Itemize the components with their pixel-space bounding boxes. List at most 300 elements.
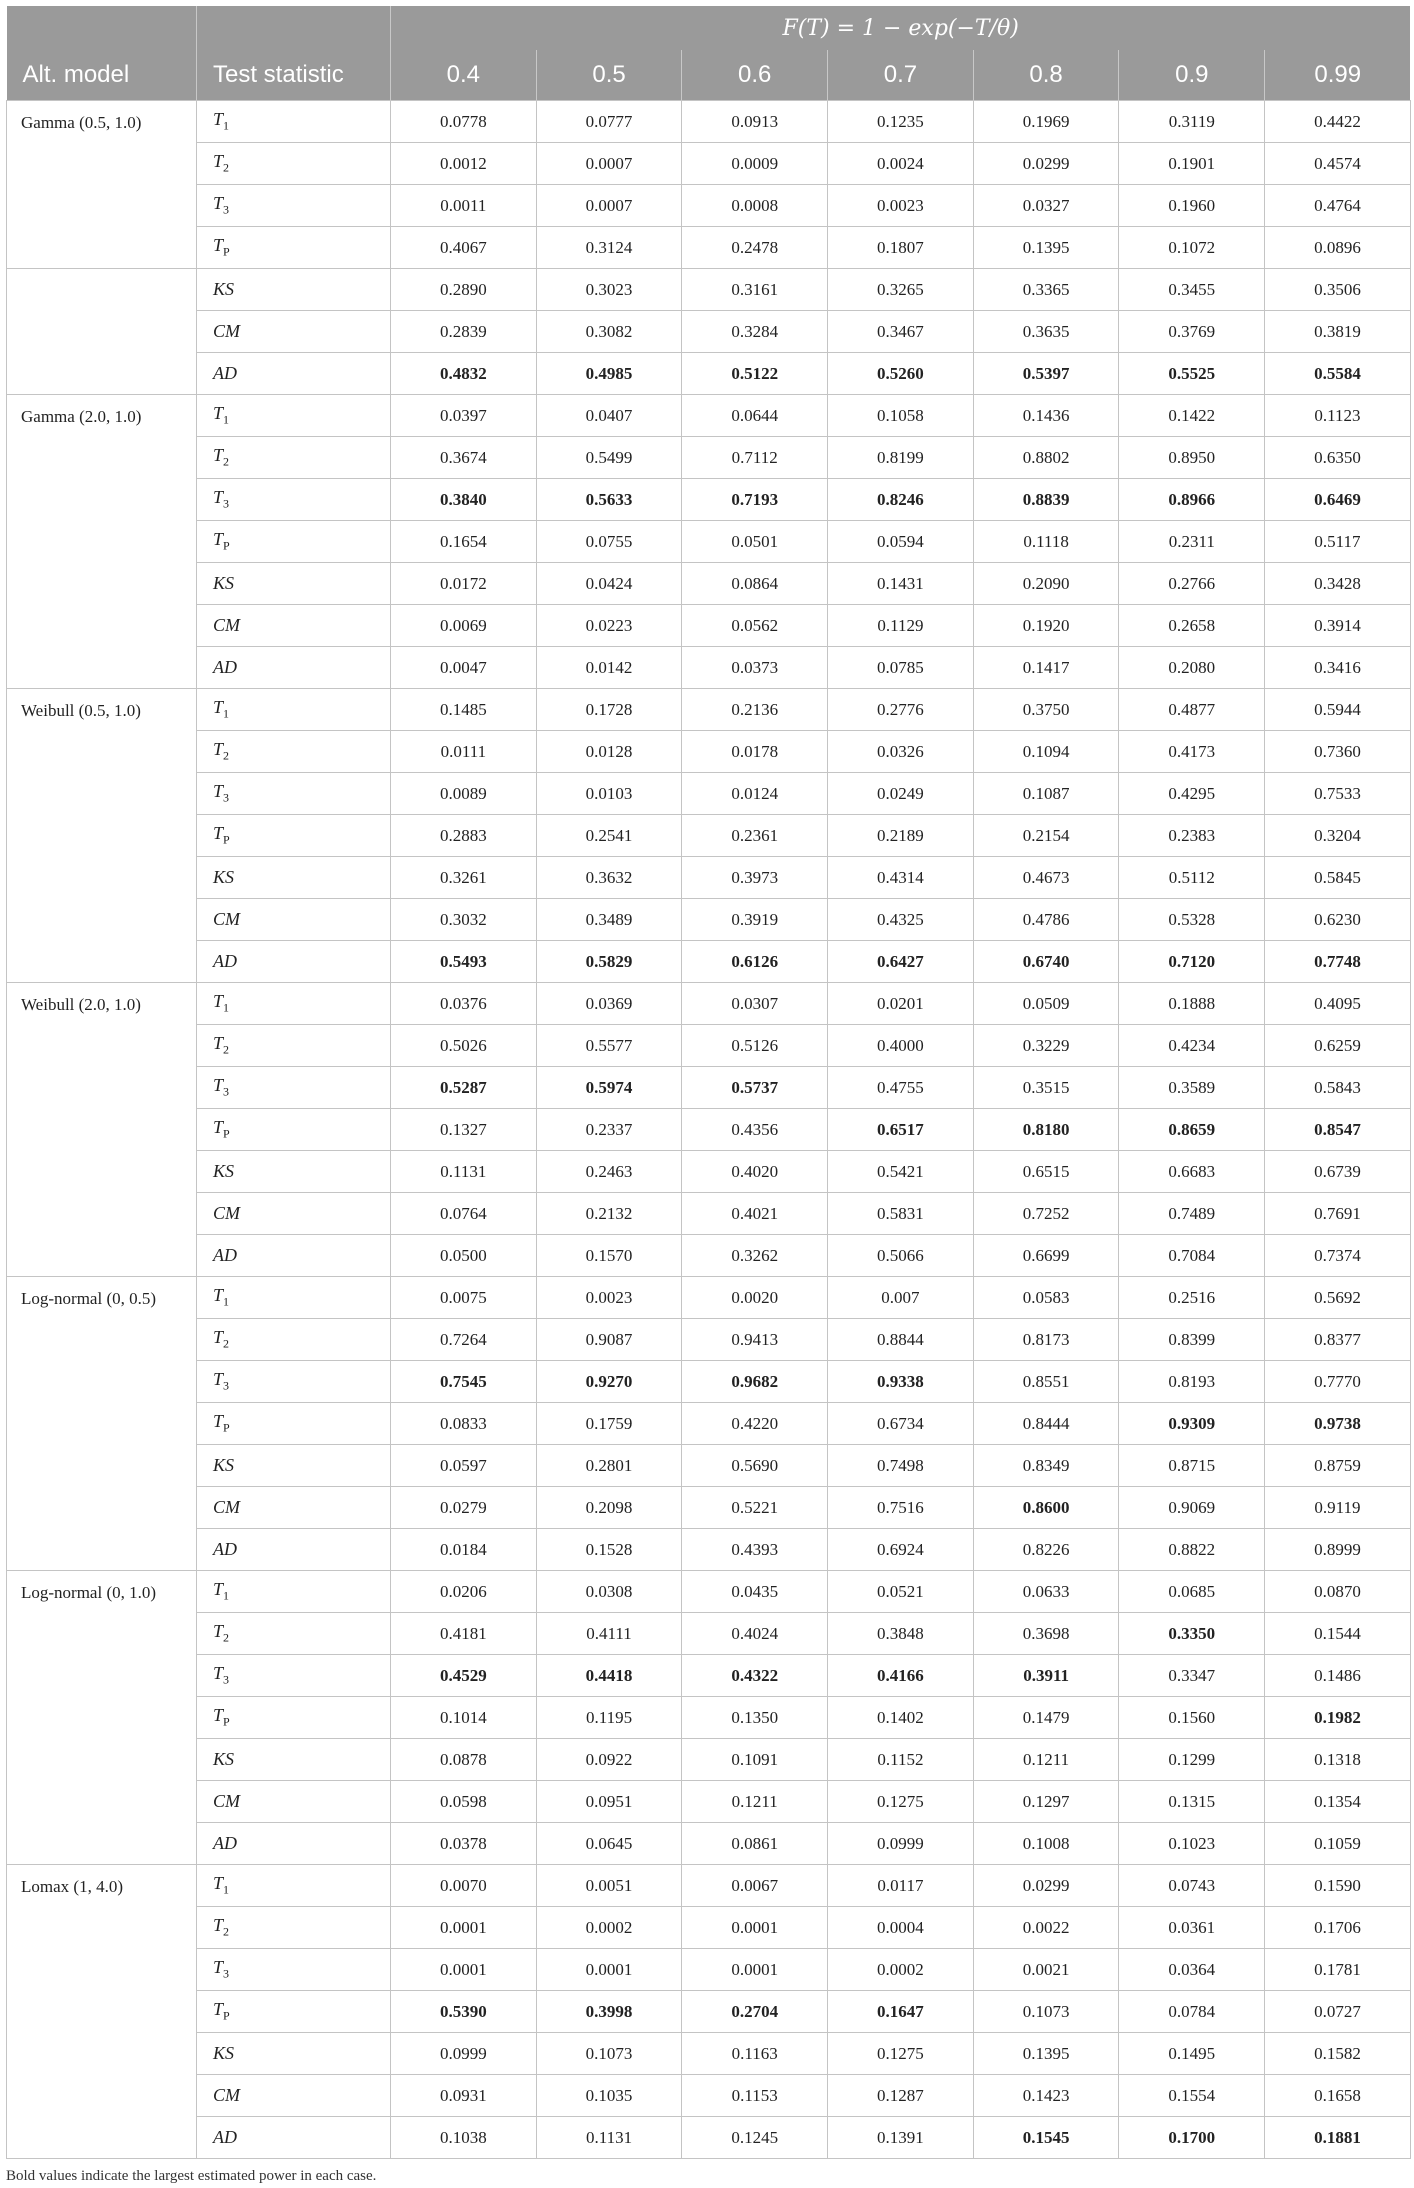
power-value-cell: 0.0001 <box>682 1949 828 1991</box>
power-value-cell: 0.5390 <box>391 1991 537 2033</box>
power-value-cell: 0.1118 <box>973 521 1119 563</box>
power-value-cell: 0.0594 <box>828 521 974 563</box>
power-value-cell: 0.5493 <box>391 941 537 983</box>
test-statistic-cell <box>197 395 391 437</box>
power-value-cell: 0.6699 <box>973 1235 1119 1277</box>
power-value-cell: 0.2478 <box>682 227 828 269</box>
power-value-cell: 0.8822 <box>1119 1529 1265 1571</box>
power-value-cell: 0.0777 <box>536 101 682 143</box>
power-value-cell: 0.7691 <box>1265 1193 1411 1235</box>
statistic-symbol: T <box>213 1705 224 1726</box>
power-value-cell: 0.0598 <box>391 1781 537 1823</box>
power-value-cell: 0.3265 <box>828 269 974 311</box>
power-value-cell: 0.5126 <box>682 1025 828 1067</box>
test-statistic-cell <box>197 269 391 311</box>
table-row <box>7 1907 1411 1949</box>
table-row <box>7 563 1411 605</box>
test-statistic-cell <box>197 1949 391 1991</box>
statistic-subscript: 3 <box>223 790 230 805</box>
power-value-cell: 0.4325 <box>828 899 974 941</box>
statistic-symbol: AD <box>213 1245 237 1265</box>
power-value-cell: 0.8551 <box>973 1361 1119 1403</box>
power-value-cell: 0.5584 <box>1265 353 1411 395</box>
statistic-symbol: KS <box>213 1161 235 1181</box>
power-value-cell: 0.1969 <box>973 101 1119 143</box>
power-value-cell: 0.0008 <box>682 185 828 227</box>
power-value-cell: 0.3428 <box>1265 563 1411 605</box>
statistic-subscript: 2 <box>223 160 230 175</box>
power-value-cell: 0.0047 <box>391 647 537 689</box>
power-value-cell: 0.3750 <box>973 689 1119 731</box>
power-value-cell: 0.7360 <box>1265 731 1411 773</box>
power-value-cell: 0.7193 <box>682 479 828 521</box>
power-value-cell: 0.1486 <box>1265 1655 1411 1697</box>
statistic-symbol: CM <box>213 615 240 635</box>
power-value-cell: 0.7374 <box>1265 1235 1411 1277</box>
power-value-cell: 0.3769 <box>1119 311 1265 353</box>
power-value-cell: 0.0124 <box>682 773 828 815</box>
test-statistic-cell <box>197 227 391 269</box>
test-statistic-cell <box>197 1109 391 1151</box>
power-value-cell: 0.0784 <box>1119 1991 1265 2033</box>
power-value-cell: 0.1554 <box>1119 2075 1265 2117</box>
power-value-cell: 0.8802 <box>973 437 1119 479</box>
power-value-cell: 0.0178 <box>682 731 828 773</box>
power-value-cell: 0.3674 <box>391 437 537 479</box>
column-header: 0.7 <box>828 50 974 101</box>
power-value-cell: 0.0004 <box>828 1907 974 1949</box>
test-statistic-cell <box>197 689 391 731</box>
power-value-cell: 0.4529 <box>391 1655 537 1697</box>
power-value-cell: 0.9309 <box>1119 1403 1265 1445</box>
table-row <box>7 647 1411 689</box>
power-value-cell: 0.5026 <box>391 1025 537 1067</box>
power-value-cell: 0.2132 <box>536 1193 682 1235</box>
alt-model-header: Alt. model <box>7 50 197 101</box>
power-value-cell: 0.3365 <box>973 269 1119 311</box>
power-value-cell: 0.8349 <box>973 1445 1119 1487</box>
power-value-cell: 0.4234 <box>1119 1025 1265 1067</box>
power-value-cell: 0.1008 <box>973 1823 1119 1865</box>
power-value-cell: 0.1485 <box>391 689 537 731</box>
statistic-subscript: P <box>223 1714 230 1729</box>
power-value-cell: 0.0521 <box>828 1571 974 1613</box>
statistic-symbol: T <box>213 781 224 802</box>
power-value-cell: 0.0597 <box>391 1445 537 1487</box>
statistic-subscript: P <box>223 1420 230 1435</box>
statistic-subscript: 3 <box>223 496 230 511</box>
power-value-cell: 0.0633 <box>973 1571 1119 1613</box>
power-value-cell: 0.1395 <box>973 227 1119 269</box>
test-statistic-cell <box>197 101 391 143</box>
power-value-cell: 0.3973 <box>682 857 828 899</box>
statistic-subscript: 1 <box>223 1588 230 1603</box>
statistic-symbol: T <box>213 991 224 1012</box>
power-value-cell: 0.1960 <box>1119 185 1265 227</box>
power-value-cell: 0.6469 <box>1265 479 1411 521</box>
statistic-symbol: T <box>213 403 224 424</box>
statistic-subscript: P <box>223 538 230 553</box>
power-value-cell: 0.1422 <box>1119 395 1265 437</box>
power-value-cell: 0.6230 <box>1265 899 1411 941</box>
column-header: 0.5 <box>536 50 682 101</box>
power-value-cell: 0.2311 <box>1119 521 1265 563</box>
statistic-symbol: T <box>213 1033 224 1054</box>
power-value-cell: 0.8193 <box>1119 1361 1265 1403</box>
power-value-cell: 0.1073 <box>973 1991 1119 2033</box>
power-value-cell: 0.0007 <box>536 143 682 185</box>
power-value-cell: 0.0069 <box>391 605 537 647</box>
power-value-cell: 0.6683 <box>1119 1151 1265 1193</box>
table-row <box>7 479 1411 521</box>
power-value-cell: 0.0089 <box>391 773 537 815</box>
test-statistic-cell <box>197 1277 391 1319</box>
statistic-symbol: T <box>213 1411 224 1432</box>
power-value-cell: 0.4422 <box>1265 101 1411 143</box>
power-value-cell: 0.5692 <box>1265 1277 1411 1319</box>
power-value-cell: 0.0117 <box>828 1865 974 1907</box>
power-value-cell: 0.0172 <box>391 563 537 605</box>
power-value-cell: 0.9682 <box>682 1361 828 1403</box>
power-value-cell: 0.3515 <box>973 1067 1119 1109</box>
test-statistic-cell <box>197 1823 391 1865</box>
power-value-cell: 0.0685 <box>1119 1571 1265 1613</box>
power-value-cell: 0.1211 <box>973 1739 1119 1781</box>
power-value-cell: 0.0002 <box>828 1949 974 1991</box>
power-value-cell: 0.5737 <box>682 1067 828 1109</box>
power-value-cell: 0.1123 <box>1265 395 1411 437</box>
test-statistic-cell <box>197 731 391 773</box>
test-statistic-cell <box>197 647 391 689</box>
table-row <box>7 1781 1411 1823</box>
table-row <box>7 1655 1411 1697</box>
test-statistic-cell <box>197 143 391 185</box>
power-value-cell: 0.4173 <box>1119 731 1265 773</box>
power-value-cell: 0.1436 <box>973 395 1119 437</box>
power-value-cell: 0.2883 <box>391 815 537 857</box>
power-value-cell: 0.4220 <box>682 1403 828 1445</box>
alt-model-cell <box>7 269 197 395</box>
power-value-cell: 0.4000 <box>828 1025 974 1067</box>
power-value-cell: 0.2098 <box>536 1487 682 1529</box>
power-value-cell: 0.0373 <box>682 647 828 689</box>
statistic-symbol: KS <box>213 867 235 887</box>
power-value-cell: 0.6740 <box>973 941 1119 983</box>
statistic-symbol: T <box>213 1579 224 1600</box>
power-value-cell: 0.1152 <box>828 1739 974 1781</box>
power-value-cell: 0.8759 <box>1265 1445 1411 1487</box>
power-value-cell: 0.6739 <box>1265 1151 1411 1193</box>
test-statistic-cell <box>197 1907 391 1949</box>
power-value-cell: 0.2766 <box>1119 563 1265 605</box>
table-row <box>7 1571 1411 1613</box>
power-value-cell: 0.0021 <box>973 1949 1119 1991</box>
power-value-cell: 0.2361 <box>682 815 828 857</box>
power-value-cell: 0.7252 <box>973 1193 1119 1235</box>
table-row <box>7 983 1411 1025</box>
power-value-cell: 0.1023 <box>1119 1823 1265 1865</box>
power-value-cell: 0.0001 <box>536 1949 682 1991</box>
table-row <box>7 101 1411 143</box>
power-value-cell: 0.4166 <box>828 1655 974 1697</box>
power-value-cell: 0.3262 <box>682 1235 828 1277</box>
power-value-cell: 0.0645 <box>536 1823 682 1865</box>
table-row <box>7 1109 1411 1151</box>
power-value-cell: 0.0999 <box>391 2033 537 2075</box>
power-value-cell: 0.0878 <box>391 1739 537 1781</box>
statistic-symbol: CM <box>213 321 240 341</box>
power-value-cell: 0.0785 <box>828 647 974 689</box>
test-statistic-cell <box>197 1571 391 1613</box>
power-value-cell: 0.5221 <box>682 1487 828 1529</box>
power-value-cell: 0.4295 <box>1119 773 1265 815</box>
power-value-cell: 0.6517 <box>828 1109 974 1151</box>
statistic-symbol: KS <box>213 279 235 299</box>
power-value-cell: 0.4322 <box>682 1655 828 1697</box>
test-statistic-cell <box>197 2033 391 2075</box>
power-value-cell: 0.0223 <box>536 605 682 647</box>
power-value-cell: 0.3023 <box>536 269 682 311</box>
statistic-symbol: AD <box>213 1833 237 1853</box>
power-value-cell: 0.1354 <box>1265 1781 1411 1823</box>
power-value-cell: 0.4111 <box>536 1613 682 1655</box>
power-value-cell: 0.1091 <box>682 1739 828 1781</box>
statistic-subscript: 2 <box>223 1630 230 1645</box>
statistic-subscript: 2 <box>223 1042 230 1057</box>
power-value-cell: 0.1647 <box>828 1991 974 2033</box>
power-value-cell: 0.7112 <box>682 437 828 479</box>
power-value-cell: 0.8399 <box>1119 1319 1265 1361</box>
power-value-cell: 0.8950 <box>1119 437 1265 479</box>
power-value-cell: 0.2839 <box>391 311 537 353</box>
statistic-symbol: T <box>213 109 224 130</box>
power-value-cell: 0.0020 <box>682 1277 828 1319</box>
test-statistic-cell <box>197 1193 391 1235</box>
statistic-subscript: 1 <box>223 1882 230 1897</box>
power-value-cell: 0.0070 <box>391 1865 537 1907</box>
power-value-cell: 0.5499 <box>536 437 682 479</box>
power-value-cell: 0.3229 <box>973 1025 1119 1067</box>
power-value-cell: 0.4418 <box>536 1655 682 1697</box>
power-value-cell: 0.4020 <box>682 1151 828 1193</box>
power-value-cell: 0.0397 <box>391 395 537 437</box>
power-value-cell: 0.3632 <box>536 857 682 899</box>
distribution-formula: F(T) = 1 − exp(−T/θ) <box>391 6 1411 50</box>
statistic-symbol: AD <box>213 363 237 383</box>
power-value-cell: 0.0111 <box>391 731 537 773</box>
statistic-symbol: T <box>213 235 224 256</box>
power-value-cell: 0.4574 <box>1265 143 1411 185</box>
power-value-cell: 0.0023 <box>536 1277 682 1319</box>
column-header: 0.4 <box>391 50 537 101</box>
table-row <box>7 1739 1411 1781</box>
power-value-cell: 0.1073 <box>536 2033 682 2075</box>
alt-model-cell: Log-normal (0, 1.0) <box>7 1571 197 1865</box>
test-statistic-cell <box>197 1991 391 2033</box>
power-value-cell: 0.0279 <box>391 1487 537 1529</box>
statistic-symbol: T <box>213 739 224 760</box>
power-value-cell: 0.5829 <box>536 941 682 983</box>
power-value-cell: 0.1318 <box>1265 1739 1411 1781</box>
power-value-cell: 0.3416 <box>1265 647 1411 689</box>
test-statistic-cell <box>197 1697 391 1739</box>
power-value-cell: 0.3506 <box>1265 269 1411 311</box>
table-row <box>7 941 1411 983</box>
power-value-cell: 0.9270 <box>536 1361 682 1403</box>
power-value-cell: 0.1275 <box>828 1781 974 1823</box>
power-value-cell: 0.0562 <box>682 605 828 647</box>
statistic-subscript: 1 <box>223 706 230 721</box>
statistic-symbol: T <box>213 1285 224 1306</box>
power-value-cell: 0.1570 <box>536 1235 682 1277</box>
power-value-cell: 0.1728 <box>536 689 682 731</box>
power-value-cell: 0.0870 <box>1265 1571 1411 1613</box>
table-row <box>7 689 1411 731</box>
table-row <box>7 2075 1411 2117</box>
power-value-cell: 0.5577 <box>536 1025 682 1067</box>
power-value-cell: 0.1327 <box>391 1109 537 1151</box>
power-value-cell: 0.4764 <box>1265 185 1411 227</box>
power-value-cell: 0.0023 <box>828 185 974 227</box>
table-row <box>7 185 1411 227</box>
power-value-cell: 0.7084 <box>1119 1235 1265 1277</box>
statistic-symbol: T <box>213 1957 224 1978</box>
power-value-cell: 0.0299 <box>973 143 1119 185</box>
statistic-subscript: 3 <box>223 1672 230 1687</box>
power-value-cell: 0.8600 <box>973 1487 1119 1529</box>
power-value-cell: 0.6350 <box>1265 437 1411 479</box>
power-value-cell: 0.0951 <box>536 1781 682 1823</box>
power-value-cell: 0.8444 <box>973 1403 1119 1445</box>
power-value-cell: 0.1391 <box>828 2117 974 2159</box>
power-table <box>6 6 1411 2159</box>
power-value-cell: 0.3455 <box>1119 269 1265 311</box>
statistic-subscript: 1 <box>223 118 230 133</box>
power-value-cell: 0.7545 <box>391 1361 537 1403</box>
test-statistic-cell <box>197 563 391 605</box>
power-value-cell: 0.5831 <box>828 1193 974 1235</box>
power-value-cell: 0.0011 <box>391 185 537 227</box>
statistic-subscript: 2 <box>223 1336 230 1351</box>
test-statistic-cell <box>197 1403 391 1445</box>
statistic-symbol: AD <box>213 2127 237 2147</box>
power-value-cell: 0.3848 <box>828 1613 974 1655</box>
test-statistic-cell <box>197 1067 391 1109</box>
power-value-cell: 0.0299 <box>973 1865 1119 1907</box>
table-row <box>7 437 1411 479</box>
power-value-cell: 0.4985 <box>536 353 682 395</box>
power-value-cell: 0.0913 <box>682 101 828 143</box>
power-value-cell: 0.8839 <box>973 479 1119 521</box>
header-blank-cell <box>197 6 391 50</box>
table-row <box>7 2033 1411 2075</box>
power-value-cell: 0.0201 <box>828 983 974 1025</box>
power-value-cell: 0.2189 <box>828 815 974 857</box>
test-statistic-cell <box>197 1151 391 1193</box>
table-row <box>7 1613 1411 1655</box>
power-value-cell: 0.0103 <box>536 773 682 815</box>
power-value-cell: 0.5122 <box>682 353 828 395</box>
power-value-cell: 0.9087 <box>536 1319 682 1361</box>
test-statistic-cell <box>197 1445 391 1487</box>
test-statistic-cell <box>197 2075 391 2117</box>
statistic-symbol: T <box>213 487 224 508</box>
table-row <box>7 1025 1411 1067</box>
table-row <box>7 1235 1411 1277</box>
power-value-cell: 0.3347 <box>1119 1655 1265 1697</box>
power-value-cell: 0.0755 <box>536 521 682 563</box>
power-value-cell: 0.1560 <box>1119 1697 1265 1739</box>
power-value-cell: 0.0833 <box>391 1403 537 1445</box>
table-row <box>7 815 1411 857</box>
power-value-cell: 0.3840 <box>391 479 537 521</box>
table-row <box>7 1361 1411 1403</box>
power-value-cell: 0.1658 <box>1265 2075 1411 2117</box>
power-value-cell: 0.3819 <box>1265 311 1411 353</box>
power-value-cell: 0.1014 <box>391 1697 537 1739</box>
power-value-cell: 0.5397 <box>973 353 1119 395</box>
power-value-cell: 0.6924 <box>828 1529 974 1571</box>
test-statistic-cell <box>197 1739 391 1781</box>
power-value-cell: 0.0024 <box>828 143 974 185</box>
statistic-symbol: T <box>213 1117 224 1138</box>
power-value-cell: 0.2704 <box>682 1991 828 2033</box>
table-row <box>7 773 1411 815</box>
power-value-cell: 0.5066 <box>828 1235 974 1277</box>
power-value-cell: 0.2890 <box>391 269 537 311</box>
test-statistic-cell <box>197 857 391 899</box>
power-value-cell: 0.1654 <box>391 521 537 563</box>
statistic-symbol: CM <box>213 909 240 929</box>
power-value-cell: 0.1153 <box>682 2075 828 2117</box>
power-value-cell: 0.0378 <box>391 1823 537 1865</box>
statistic-symbol: CM <box>213 1203 240 1223</box>
table-row <box>7 899 1411 941</box>
power-value-cell: 0.3489 <box>536 899 682 941</box>
power-value-cell: 0.7498 <box>828 1445 974 1487</box>
power-value-cell: 0.6126 <box>682 941 828 983</box>
test-statistic-cell <box>197 521 391 563</box>
test-statistic-cell <box>197 1235 391 1277</box>
statistic-symbol: T <box>213 823 224 844</box>
power-value-cell: 0.3204 <box>1265 815 1411 857</box>
test-statistic-cell <box>197 1025 391 1067</box>
power-value-cell: 0.2080 <box>1119 647 1265 689</box>
power-value-cell: 0.1759 <box>536 1403 682 1445</box>
power-value-cell: 0.8844 <box>828 1319 974 1361</box>
table-row <box>7 1067 1411 1109</box>
power-value-cell: 0.1131 <box>536 2117 682 2159</box>
statistic-symbol: KS <box>213 1749 235 1769</box>
power-value-cell: 0.1402 <box>828 1697 974 1739</box>
table-row <box>7 1697 1411 1739</box>
column-header: 0.99 <box>1265 50 1411 101</box>
power-value-cell: 0.5944 <box>1265 689 1411 731</box>
power-value-cell: 0.0001 <box>391 1949 537 1991</box>
statistic-symbol: T <box>213 697 224 718</box>
power-value-cell: 0.1582 <box>1265 2033 1411 2075</box>
power-value-cell: 0.0922 <box>536 1739 682 1781</box>
power-value-cell: 0.4786 <box>973 899 1119 941</box>
power-table-container <box>6 6 1410 2159</box>
statistic-symbol: T <box>213 1663 224 1684</box>
power-value-cell: 0.0501 <box>682 521 828 563</box>
table-row <box>7 227 1411 269</box>
power-value-cell: 0.3467 <box>828 311 974 353</box>
power-value-cell: 0.8226 <box>973 1529 1119 1571</box>
power-value-cell: 0.3119 <box>1119 101 1265 143</box>
power-value-cell: 0.0424 <box>536 563 682 605</box>
